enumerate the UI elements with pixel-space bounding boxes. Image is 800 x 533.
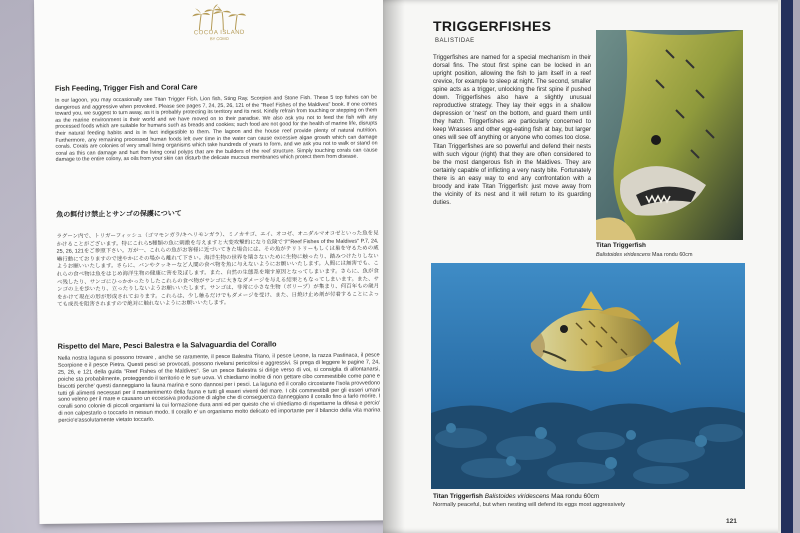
palm-trees-icon [189, 4, 249, 31]
photo2-caption [433, 493, 599, 500]
resort-notice-sheet [34, 0, 397, 524]
family-name: BALISTIDAE [435, 38, 475, 44]
book-paragraph: Triggerfishes are named for a special mechanism in their dorsal fins. The stout first spine can be locked in an upright position, allowing the fish to jam itself in a reef crevice, for example to sleep at night. The second, smaller spine acts as a trigger, unlocking the first spine if pushed down. Triggerfishes also have a slightly unusual reproductive strategy. They lay their eggs in a shallow depression or 'nest' on the bottom, and guard them until they hatch. Triggerfishes are particularly concerned to keep Wrasses and other egg-eating fish at bay, but larger ones will see off anything or anyone who comes too close. Titan Triggerfishes are so powerful and defend their nests with such vigour (right) that they are often considered to be the most dangerous fish in the Maldives. They are certainly capable of inflicting a very nasty bite. Fortunately there is an easy way to end any confrontation with a broody and irate Titan Triggerfish: just move away from the vicinity of its nest and it will return to its guarding duties. [433, 54, 591, 206]
triggerfish-closeup-photo [596, 30, 743, 240]
photo1-local-name: Maa rondu [652, 252, 678, 258]
fish-guide-book-page [383, 0, 793, 533]
photo2-scientific-name: Balistoides viridescens [484, 493, 550, 500]
photo2-size: 60cm [583, 493, 600, 500]
triggerfish-reef-photo [431, 263, 745, 489]
resort-logo [184, 4, 254, 42]
book-cover-edge [781, 0, 793, 533]
photo2-caption-name: Titan Triggerfish [433, 493, 483, 500]
photo1-caption-details [596, 252, 693, 258]
italian-paragraph: Nella nostra laguna si possono trovare , anche se raramente, il pesce Balestra Titano, il pesce Leone, la razza Pastinaca, il pesce Scorpione e il pesce Pietra. Questi pesci se provocati, possono rivelarsi pericolosi e aggressivi. Si prega di leggere le pagine 7, 24, 25, 26, e 121 della guida "Reef Fishes of the Maldives". Se un pesce Balestra si dirige verso di voi, si consiglia di allontanarsi, poiche sta probabilmente, proteggendo il territorio e le sue uova. Vi chiediamo inoltre di non gettare cibo commestibile come pane e biscotti perche' questi danneggiano la fauna marina e sono dannosi per i pesci. La laguna ed il corallo circostante l'isola provvedono tutti gli alimenti necessari per il mantenimento della fauna e tutti gli esseri viventi del mare. I cibi commestibili per gli esseri umani sono veleno per il mare e causano un eccessiva produzione di alghe che di conseguenza danneggiano il corallo fino a farlo morire. I coralli sono colonie di piccoli organismi la cui formazione dura anni ed per questo che vi chiediamo di rispettarne la difesa e percio' di non calpestarlo o toccarlo in nessun modo. Il corallo e' un organismo molto delicato ed importante per il bilancio della vita marina percio'e'assolutamente vietato toccarlo. [57, 352, 381, 424]
photo1-caption-name: Titan Triggerfish [596, 242, 646, 249]
english-paragraph: In our lagoon, you may occasionally see Titan Trigger Fish, Lion fish, Sting Ray, Scorpion and Stone Fish. These 5 top fishes can be dangerous and aggressive when provoked. Please see pages 7, 24, 25, 26, 121 of the "Reef Fishes of the Maldives" book. If one comes toward you, we suggest to turn away, as it is probably protecting its territory and its nest. Kindly refrain from touching or stepping on them as the marine environment is their world and we have moved on to their paradise. We also ask you not to feed the fish with any processed foods which are suitable for humans such as breads and cookies; such food are not good for the health of marine life, disrupts their natural feeding habits and is in fact indigestible to them. The lagoon and the house reef provide plenty of natural nutrition. Furthermore, any remaining processed human foods left over time in the water can cause excessive algae growth which can damage corals. Corals are colonies of very small living organisms which take hundreds of years to form, and we ask you not to walk or stand on coral as this can damage and hurt the living coral polyps that are the builders of the reef structure. Simply touching corals can cause damage to the entire colony, as oils from your skin can disturb the delicate mucous membranes which protect them from disease. [55, 94, 378, 164]
triggerfish-swimming-illustration [431, 263, 745, 489]
japanese-heading: 魚の餌付け禁止とサンゴの保護について [56, 210, 182, 219]
page-number: 121 [726, 518, 737, 525]
spine-shadow [383, 0, 405, 533]
logo-name: COCOA ISLAND [193, 29, 245, 37]
photo1-size: 60cm [679, 252, 693, 258]
photo1-scientific-name: Balistoides viridescens [596, 252, 651, 258]
english-heading: Fish Feeding, Trigger Fish and Coral Care [54, 82, 198, 93]
triggerfish-face-illustration [596, 30, 743, 240]
japanese-paragraph: ラグーン内で、トリガーフィッシュ（ゴマモンガラ/キヘリモンガラ）、ミノカサゴ、エイ、オコゼ、オニダルマオコゼといった魚を見かけることがございます。特にこれら5種類の魚に刺激を与えますと大変攻撃的になり危険です"Reef Fishes of the Maldives" P.7, 24, 25, 26, 121をご参照下さい。万が一、これらの魚がお客様に近づいてきた場合には、その魚がテリトリーもしくは巣を守るための威嚇行動にておりますので速やかにその場から離れて下さい。海洋生物の世界を壊さないために生物に触ったり、踏みつけたりしないようお願いいたします。さらに、パンやクッキーなど人間の食べ物を魚に与えないようにお願いいたします。人間には無害でも、これらの食べ物は魚をはじめ海洋生物の健康に害を及ぼします。また、自然の生態系を壊す原因となってしまいます。さらに、魚が食べ残したり、サンゴにひっかかったりしたこれらの食べ物がサンゴに大きなダメージを与える結果ともなってしまいます。また、サンゴの上を歩いたり、立ったりしないようお願いいたします。サンゴは、非常に小さな生物（ポリープ）が集まり、何百年もの歳月をかけて現在の形が形成されております。これらは、少し触るだけでもダメージを受け、また、日焼け止め剤が付着することによっても成長を阻害されますので絶対に触れないようにお願いいたします。 [56, 230, 380, 309]
photo2-caption-note: Normally peaceful, but when nesting will defend its eggs most aggressively [433, 502, 626, 508]
logo-sub: BY COMO [209, 35, 229, 42]
italian-heading: Rispetto del Mare, Pesci Balestra e la Salvaguardia del Corallo [57, 339, 277, 351]
page-title: TRIGGERFISHES [433, 18, 552, 34]
photo2-local-name: Maa rondu [551, 493, 582, 500]
